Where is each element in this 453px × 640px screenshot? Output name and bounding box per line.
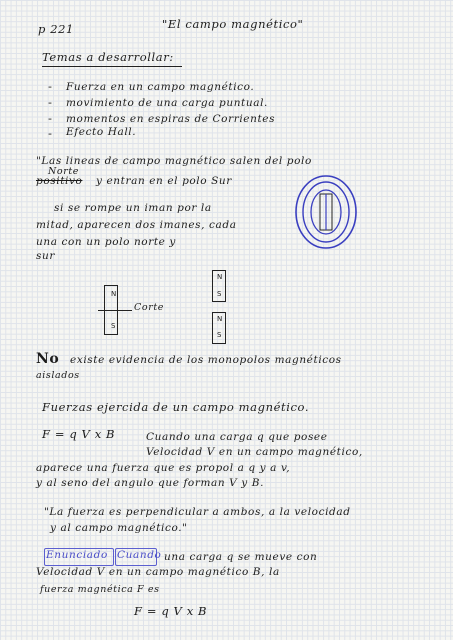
field-lines-insert: Norte <box>48 166 80 177</box>
statement-line3: fuerza magnética F es <box>40 584 160 595</box>
magnet-label-n: N <box>111 290 117 298</box>
field-lines-crossed: positivo <box>36 175 83 187</box>
half-magnet-top-n: N <box>217 273 223 281</box>
cut-label: Corte <box>134 302 164 313</box>
magnet-note-line4: sur <box>36 250 55 262</box>
bullet-dash: - <box>48 80 52 93</box>
monopole-no: No <box>36 351 60 367</box>
field-lines-line1: "Las lineas de campo magnético salen del polo <box>36 155 312 167</box>
page-title: "El campo magnético" <box>162 17 304 31</box>
half-magnet-bottom-n: N <box>217 315 223 323</box>
half-magnet-bottom-s: S <box>217 331 222 339</box>
bullet-dash: - <box>48 112 52 125</box>
monopole-line2: aislados <box>36 370 80 381</box>
topics-heading: Temas a desarrollar: <box>42 50 174 64</box>
statement-word: Cuando <box>117 549 162 561</box>
forces-heading: Fuerzas ejercida de un campo magnético. <box>42 400 310 414</box>
bullet-dash: - <box>48 96 52 109</box>
statement-line2: Velocidad V en un campo magnético B, la <box>36 566 280 578</box>
forces-desc1: Cuando una carga q que posee <box>146 431 328 443</box>
statement-formula: F = q V x B <box>134 604 208 618</box>
forces-desc2: Velocidad V en un campo magnético, <box>146 446 363 458</box>
perpendicular-line2: y al campo magnético." <box>50 522 188 534</box>
force-formula: F = q V x B <box>42 427 116 441</box>
topics-heading-underline <box>42 66 182 67</box>
topic-item: momentos en espiras de Corrientes <box>66 113 276 125</box>
magnet-label-s: S <box>111 322 116 330</box>
statement-label: Enunciado <box>46 549 108 561</box>
topic-item: Efecto Hall. <box>66 126 137 138</box>
topic-item: Fuerza en un campo magnético. <box>66 81 255 93</box>
magnet-note-line1: si se rompe un iman por la <box>54 202 212 214</box>
forces-desc4: y al seno del angulo que forman V y B. <box>36 477 265 489</box>
bullet-dash: - <box>48 127 52 140</box>
field-lines-line2: y entran en el polo Sur <box>96 175 232 187</box>
topic-item: movimiento de una carga puntual. <box>66 97 268 109</box>
page-reference: p 221 <box>38 22 74 36</box>
half-magnet-top-s: S <box>217 290 222 298</box>
perpendicular-line1: "La fuerza es perpendicular a ambos, a la velocidad <box>44 506 351 518</box>
magnet-note-line2: mitad, aparecen dos imanes, cada <box>36 219 237 231</box>
magnet-note-line3: una con un polo norte y <box>36 236 176 248</box>
monopole-line1: existe evidencia de los monopolos magnéticos <box>70 354 342 366</box>
cut-line <box>98 310 132 311</box>
magnetic-field-sketch <box>290 172 362 252</box>
statement-line1: una carga q se mueve con <box>164 551 318 563</box>
forces-desc3: aparece una fuerza que es propol a q y a v, <box>36 462 291 474</box>
